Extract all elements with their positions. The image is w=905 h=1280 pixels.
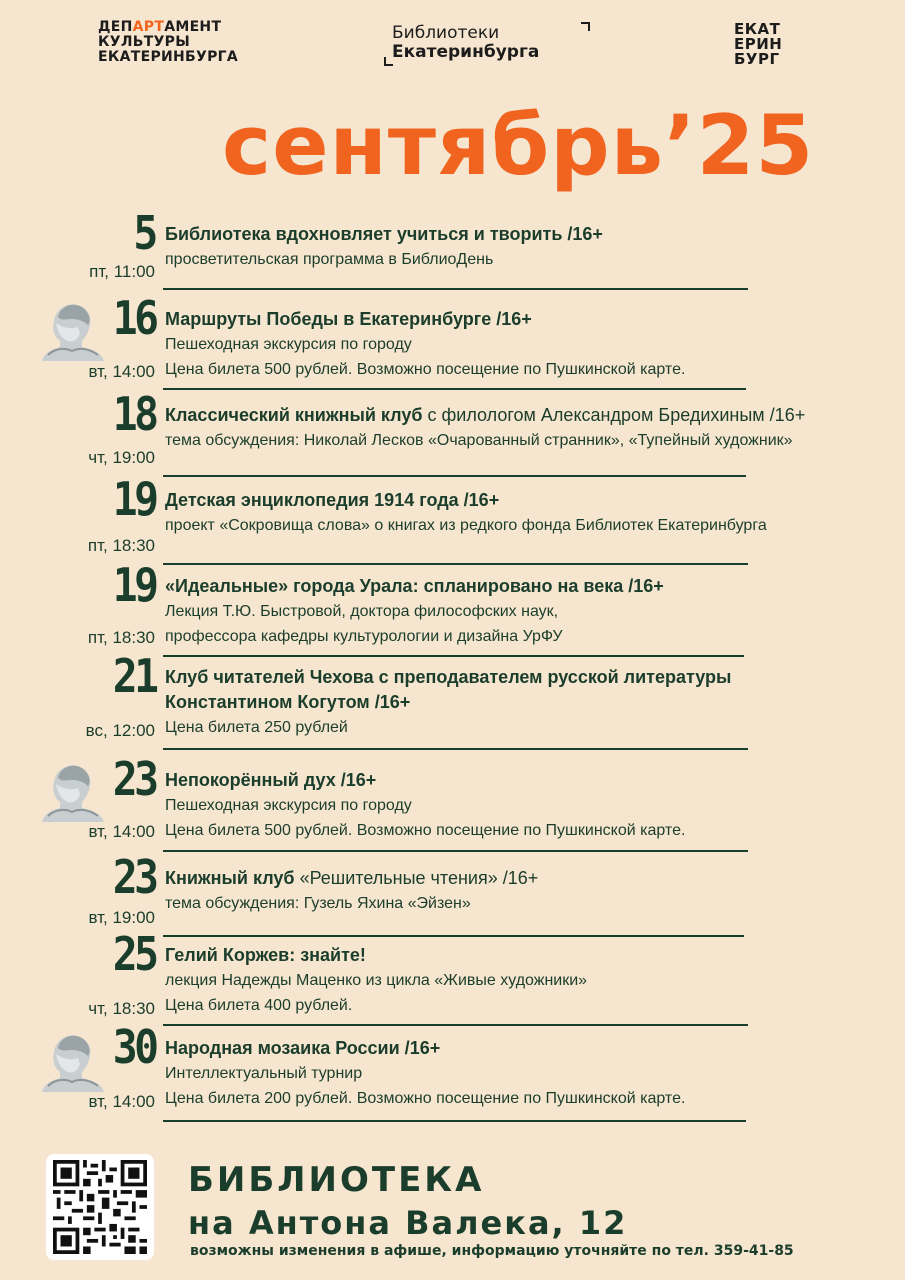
event-title: «Идеальные» города Урала: спланировано на века /16+ [165, 576, 664, 596]
department-logo-line2: КУЛЬТУРЫ [98, 34, 191, 50]
event-divider [163, 1120, 746, 1122]
event-divider [163, 748, 748, 750]
event-day: 25 [112, 927, 155, 981]
libraries-logo-line1: Библиотеки [392, 23, 500, 43]
event-divider [163, 1024, 748, 1026]
event-text [165, 574, 664, 649]
city-logo-line2: ЕРИН [734, 35, 783, 53]
event-divider [163, 388, 746, 390]
event-day: 23 [112, 850, 155, 904]
event-day: 21 [112, 649, 155, 703]
event-title: Маршруты Победы в Екатеринбурге /16+ [165, 309, 532, 329]
city-logo-line1: ЕКАТ [734, 20, 781, 38]
event-day: 18 [112, 387, 155, 441]
event-text [165, 665, 731, 740]
event-description: Цена билета 400 рублей. [165, 997, 353, 1014]
event-text [165, 1036, 685, 1111]
event-time: вт, 14:00 [88, 362, 155, 381]
pushkin-portrait-icon [38, 297, 108, 363]
event-day: 16 [112, 291, 155, 345]
qr-code-graphic [53, 1160, 147, 1254]
event-time: вс, 12:00 [85, 721, 155, 740]
event-text [165, 943, 587, 1018]
event-day: 5 [133, 206, 155, 260]
event-title: Библиотека вдохновляет учиться и творить /16+ [165, 224, 603, 244]
event-description: Пешеходная экскурсия по городу [165, 336, 412, 353]
city-logo [734, 22, 782, 67]
event-title: Народная мозаика России /16+ [165, 1038, 441, 1058]
event-time: чт, 18:30 [88, 999, 155, 1018]
pushkin-portrait-icon [38, 1028, 108, 1094]
event-day: 19 [112, 472, 155, 526]
event-text [165, 488, 767, 538]
event-text [165, 403, 805, 453]
event-title: Гелий Коржев: знайте! [165, 945, 366, 965]
event-text [165, 866, 538, 916]
qr-code-icon[interactable] [46, 1154, 154, 1260]
event-title: Книжный клуб «Решительные чтения» /16+ [165, 868, 539, 888]
department-logo-line3: ЕКАТЕРИНБУРГА [98, 49, 239, 65]
libraries-logo [384, 22, 590, 66]
logo-corner-mark [581, 22, 590, 31]
event-description: Цена билета 500 рублей. Возможно посещение по Пушкинской карте. [165, 822, 686, 839]
event-description: Цена билета 250 рублей [165, 719, 348, 736]
event-day: 30 [112, 1020, 155, 1074]
event-divider [163, 655, 744, 657]
event-divider [163, 935, 744, 937]
event-divider [163, 475, 746, 477]
event-time: вт, 19:00 [88, 908, 155, 927]
event-time: пт, 18:30 [87, 628, 155, 647]
event-description: просветительская программа в БиблиоДень [165, 251, 494, 268]
event-description: Лекция Т.Ю. Быстровой, доктора философских наук, [165, 603, 559, 620]
event-time: вт, 14:00 [88, 1092, 155, 1111]
event-divider [163, 288, 748, 290]
event-time: вт, 14:00 [88, 822, 155, 841]
footer-note: возможны изменения в афише, информацию уточняйте по тел. 359-41-85 [190, 1243, 794, 1259]
event-description: лекция Надежды Маценко из цикла «Живые художники» [165, 972, 588, 989]
event-divider [163, 850, 748, 852]
event-description: профессора кафедры культурологии и дизайна УрФУ [165, 628, 563, 645]
footer-address: на Антона Валека, 12 [188, 1204, 628, 1242]
event-day: 19 [112, 558, 155, 612]
event-description: Пешеходная экскурсия по городу [165, 797, 412, 814]
event-text [165, 307, 685, 382]
department-logo [98, 20, 238, 65]
event-time: пт, 18:30 [87, 536, 155, 555]
event-title: Непокорённый дух /16+ [165, 770, 377, 790]
event-description: Цена билета 500 рублей. Возможно посещение по Пушкинской карте. [165, 361, 686, 378]
event-description: тема обсуждения: Николай Лесков «Очарованный странник», «Тупейный художник» [165, 432, 793, 449]
event-text [165, 222, 603, 272]
event-title: Классический книжный клуб с филологом Александром Бредихиным /16+ [165, 405, 806, 425]
event-time: пт, 11:00 [89, 262, 155, 281]
pushkin-portrait-icon [38, 758, 108, 824]
event-title-line2: Константином Когутом /16+ [165, 692, 411, 712]
event-description: тема обсуждения: Гузель Яхина «Эйзен» [165, 895, 471, 912]
event-divider [163, 563, 748, 565]
department-logo-line1: ДЕПАРТАМЕНТ [98, 19, 222, 35]
event-title: Клуб читателей Чехова с преподавателем русской литературы [165, 667, 732, 687]
event-description: Интеллектуальный турнир [165, 1065, 363, 1082]
footer-library-name: БИБЛИОТЕКА [188, 1160, 485, 1200]
event-day: 23 [112, 752, 155, 806]
event-description: проект «Сокровища слова» о книгах из редкого фонда Библиотек Екатеринбурга [165, 517, 767, 534]
page-title: сентябрь’25 [222, 97, 815, 194]
event-text [165, 768, 685, 843]
libraries-logo-line2: Екатеринбурга [392, 42, 540, 62]
event-description: Цена билета 200 рублей. Возможно посещение по Пушкинской карте. [165, 1090, 686, 1107]
city-logo-line3: БУРГ [734, 50, 780, 68]
event-time: чт, 19:00 [88, 448, 155, 467]
event-title: Детская энциклопедия 1914 года /16+ [165, 490, 500, 510]
